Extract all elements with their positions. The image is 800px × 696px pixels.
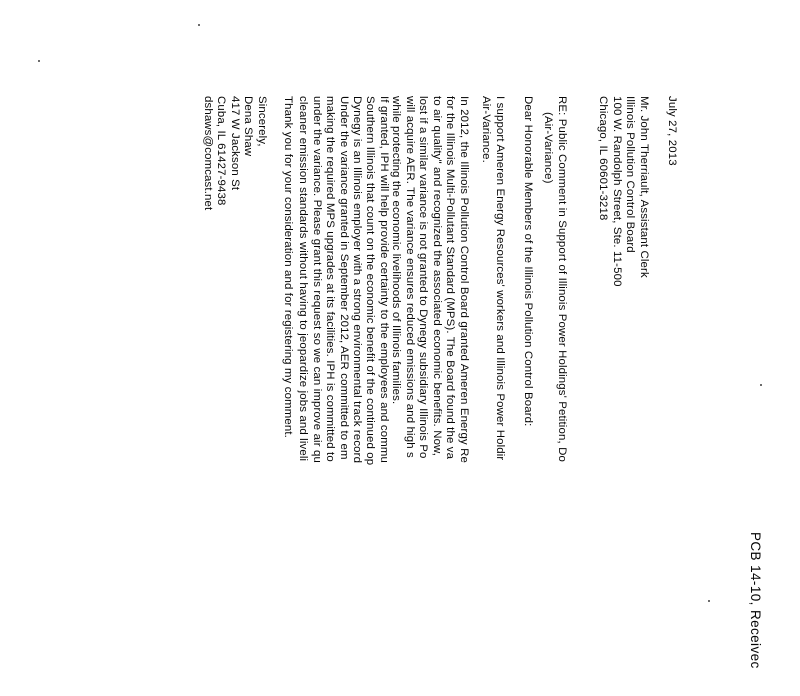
- salutation: Dear Honorable Members of the Illinois Pollution Control Board:: [522, 96, 534, 427]
- paragraph-line: Air-Variance.: [480, 96, 493, 163]
- scan-speck: [198, 24, 200, 26]
- paragraph-line: lost if a similar variance is not granted to Dynegy subsidiary Illinois Po: [417, 96, 430, 459]
- subject-docket: (Air-Variance): [542, 112, 555, 184]
- scan-speck: [38, 60, 40, 62]
- paragraph-commitment: [296, 96, 350, 696]
- paragraph-line: Under the variance granted in September 2012, AER committed to em: [338, 96, 350, 460]
- paragraph-line: Dynegy is an Illinois employer with a strong environmental track record: [351, 96, 363, 464]
- scan-speck: [760, 384, 762, 386]
- paragraph-background: [389, 96, 470, 696]
- paragraph-line: making the required MPS upgrades at its facilities. IPH is committed to: [324, 96, 337, 462]
- filing-stamp: PCB 14-10, Receivec: [748, 532, 763, 669]
- recipient-line: 100 W. Randolph Street, Ste. 11-500: [611, 96, 623, 287]
- signature-email: dshaws@comcast.net: [202, 96, 214, 211]
- subject-text: RE: Public Comment in Support of Illinois Power Holdings' Petition, Do: [556, 96, 568, 462]
- paragraph-line: while protecting the economic livelihoods of Illinois families.: [390, 96, 403, 405]
- paragraph-line: under the variance. Please grant this request so we can improve air qu: [311, 96, 323, 463]
- paragraph-line: to air quality" and recognized the associated economic benefits. Now,: [431, 96, 443, 457]
- paragraph-line: I support Ameren Energy Resources' workers and Illinois Power Holdir: [494, 96, 506, 461]
- paragraph-certainty: [350, 96, 391, 696]
- signature-block: [201, 96, 269, 696]
- paragraph-line: will acquire AER. The variance ensures reduced emissions and high s: [404, 96, 416, 458]
- paragraph-line: for the Illinois Multi-Pollutant Standard (MPS). The Board found the va: [444, 96, 457, 460]
- closing-paragraph: Thank you for your consideration and for registering my comment.: [282, 96, 294, 438]
- letter-date: July 27, 2013: [666, 96, 678, 166]
- paragraph-line: If granted, IPH will help provide certainty to the employees and commu: [378, 96, 390, 463]
- paragraph-line: cleaner emission standards without having to jeopardize jobs and liveli: [297, 96, 310, 462]
- recipient-address: [596, 96, 650, 287]
- scan-speck: [708, 600, 710, 602]
- signature-line: Dena Shaw: [242, 96, 255, 157]
- paragraph-line: Southern Illinois that count on the economic benefit of the continued op: [364, 96, 377, 466]
- signature-line: Cuba, IL 61427-9438: [215, 96, 228, 206]
- paragraph-support: [479, 96, 506, 696]
- signature-line: 417 W Jackson St: [229, 96, 241, 191]
- recipient-line: Mr. John Therriault, Assistant Clerk: [638, 96, 650, 278]
- subject-line: [541, 96, 568, 636]
- recipient-line: Illinois Pollution Control Board: [624, 96, 637, 253]
- recipient-line: Chicago, IL 60601-3218: [597, 96, 610, 221]
- signature-line: Sincerely,: [256, 96, 268, 147]
- paragraph-line: In 2012, the Illinois Pollution Control Board granted Ameren Energy Re: [458, 96, 470, 463]
